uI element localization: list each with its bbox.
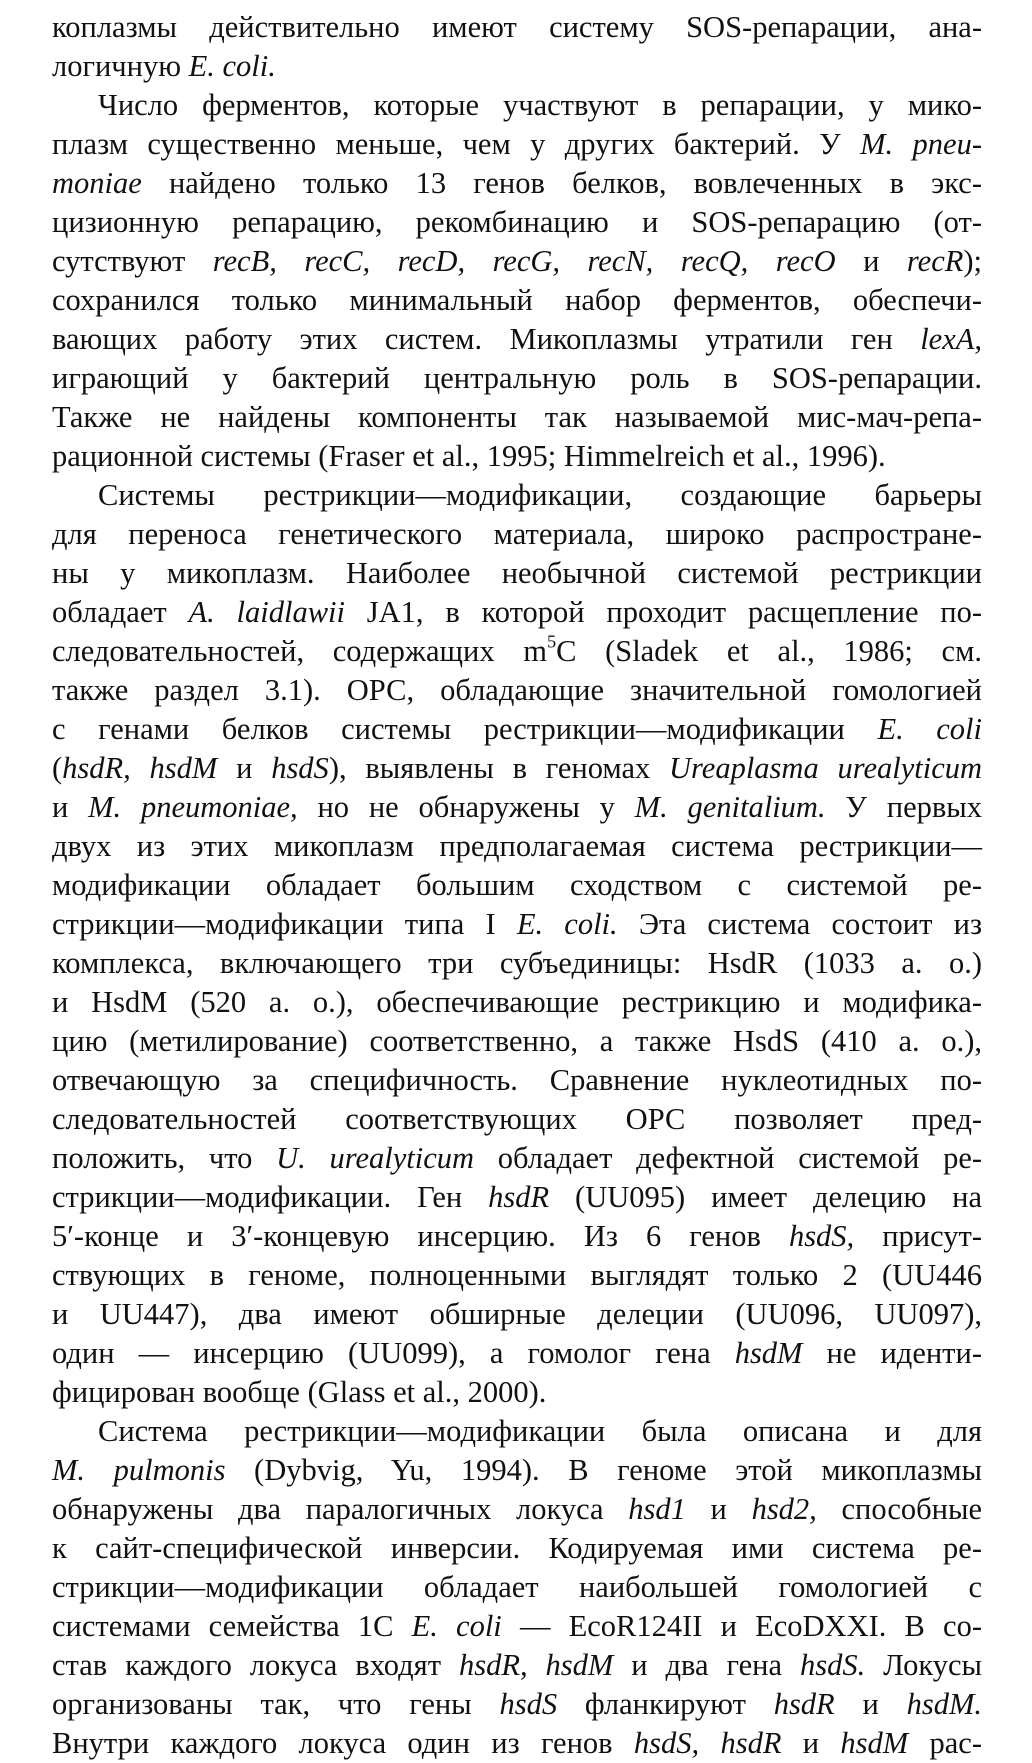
italic-text: hsdR, hsdM bbox=[62, 751, 218, 785]
text-run: Эта система состоит из bbox=[617, 907, 982, 941]
text-line bbox=[52, 554, 982, 593]
italic-text: M. pneumoniae, bbox=[88, 790, 298, 824]
text-run: рас- bbox=[908, 1726, 982, 1760]
text-line bbox=[52, 476, 982, 515]
text-line bbox=[52, 1451, 982, 1490]
text-run: следовательностей, содержащих m bbox=[52, 634, 547, 668]
text-run: также раздел 3.1). ОРС, обладающие значительной гомологией bbox=[52, 673, 982, 707]
text-run: (Dybvig, Yu, 1994). В геноме этой микоплазмы bbox=[225, 1453, 982, 1487]
text-line bbox=[52, 1646, 982, 1685]
italic-text: hsdS bbox=[271, 751, 329, 785]
text-line bbox=[52, 1217, 982, 1256]
text-run: вающих работу этих систем. Микоплазмы утратили ген bbox=[52, 322, 921, 356]
paragraph-sos-continuation bbox=[52, 8, 982, 86]
book-page bbox=[52, 8, 982, 1763]
text-run: став каждого локуса входят bbox=[52, 1648, 459, 1682]
italic-text: M. pulmonis bbox=[52, 1453, 226, 1487]
text-run: один — инсерцию (UU099), а гомолог гена bbox=[52, 1336, 735, 1370]
text-line bbox=[52, 1256, 982, 1295]
text-line bbox=[52, 593, 982, 632]
italic-text: U. urealyticum bbox=[276, 1141, 475, 1175]
italic-text: E. coli. bbox=[188, 49, 276, 83]
text-line bbox=[52, 983, 982, 1022]
text-line bbox=[52, 1295, 982, 1334]
paragraph-restriction-modification bbox=[52, 476, 982, 1412]
text-run: и bbox=[217, 751, 272, 785]
italic-text: hsdS. bbox=[799, 1648, 866, 1682]
text-line bbox=[52, 866, 982, 905]
text-line bbox=[52, 203, 982, 242]
paragraph-m-pulmonis bbox=[52, 1412, 982, 1763]
text-run: ); bbox=[963, 244, 983, 278]
italic-text: hsdM bbox=[734, 1336, 803, 1370]
text-line bbox=[52, 671, 982, 710]
text-run: для переноса генетического материала, широко распростране- bbox=[52, 517, 982, 551]
text-line bbox=[52, 1022, 982, 1061]
text-run: и HsdM (520 а. о.), обеспечивающие рестрикцию и модифика- bbox=[52, 985, 982, 1019]
italic-text: A. laidlawii bbox=[188, 595, 345, 629]
text-run: фланкируют bbox=[557, 1687, 774, 1721]
text-run: Также не найдены компоненты так называемой мис-мач-репа- bbox=[52, 400, 982, 434]
italic-text: E. coli. bbox=[516, 907, 618, 941]
text-line bbox=[52, 320, 982, 359]
text-line bbox=[52, 1373, 982, 1412]
text-run: двух из этих микоплазм предполагаемая система рестрикции— bbox=[52, 829, 982, 863]
text-run: но не обнаружены у bbox=[297, 790, 635, 824]
text-line bbox=[52, 1412, 982, 1451]
italic-text: recB, recC, recD, recG, recN, recQ, recO bbox=[212, 244, 836, 278]
text-run: C (Sladek et al., 1986; см. bbox=[556, 634, 982, 668]
text-run: сохранился только минимальный набор ферментов, обеспечи- bbox=[52, 283, 982, 317]
text-line bbox=[52, 164, 982, 203]
italic-text: hsdS, hsdR bbox=[633, 1726, 782, 1760]
text-run: фицирован вообще (Glass et al., 2000). bbox=[52, 1375, 547, 1409]
text-run: плазм существенно меньше, чем у других бактерий. У bbox=[52, 127, 861, 161]
italic-text: hsd1 bbox=[628, 1492, 686, 1526]
text-line bbox=[52, 1178, 982, 1217]
text-run: следовательностей соответствующих ОРС позволяет пред- bbox=[52, 1102, 982, 1136]
text-run: — EcoR124II и EcoDXXI. В со- bbox=[501, 1609, 983, 1643]
text-run: найдено только 13 генов белков, вовлеченных в экс- bbox=[141, 166, 982, 200]
text-line bbox=[52, 827, 982, 866]
text-run: ствующих в геноме, полноценными выглядят только 2 (UU446 bbox=[52, 1258, 982, 1292]
italic-text: M. pneu- bbox=[860, 127, 982, 161]
text-run: к сайт-специфической инверсии. Кодируемая ими система ре- bbox=[52, 1531, 982, 1565]
text-run: Системы рестрикции—модификации, создающие барьеры bbox=[98, 478, 982, 512]
text-line bbox=[52, 437, 982, 476]
text-run: и bbox=[52, 790, 89, 824]
text-run: играющий у бактерий центральную роль в SOS-репарации. bbox=[52, 361, 982, 395]
text-run: Внутри каждого локуса один из генов bbox=[52, 1726, 634, 1760]
italic-text: E. coli bbox=[877, 712, 982, 746]
text-run: с генами белков системы рестрикции—модификации bbox=[52, 712, 878, 746]
text-line bbox=[52, 905, 982, 944]
text-line bbox=[52, 47, 982, 86]
text-run: и bbox=[685, 1492, 752, 1526]
text-run: ), выявлены в геномах bbox=[328, 751, 670, 785]
text-run: положить, что bbox=[52, 1141, 277, 1175]
text-run: стрикции—модификации. Ген bbox=[52, 1180, 489, 1214]
text-line bbox=[52, 1490, 982, 1529]
italic-text: Ureaplasma urealyticum bbox=[669, 751, 983, 785]
text-run: способные bbox=[816, 1492, 983, 1526]
italic-text: M. genitalium. bbox=[634, 790, 826, 824]
text-run: организованы так, что гены bbox=[52, 1687, 500, 1721]
superscript: 5 bbox=[546, 631, 557, 652]
italic-text: lexA, bbox=[920, 322, 982, 356]
text-line bbox=[52, 1685, 982, 1724]
italic-text: E. coli bbox=[411, 1609, 502, 1643]
italic-text: hsdS, bbox=[788, 1219, 855, 1253]
text-line bbox=[52, 1334, 982, 1373]
italic-text: hsdR, hsdM bbox=[458, 1648, 614, 1682]
paragraph-repair-enzymes bbox=[52, 86, 982, 476]
text-run: 5′-конце и 3′-концевую инсерцию. Из 6 генов bbox=[52, 1219, 789, 1253]
text-run: системами семейства 1C bbox=[52, 1609, 412, 1643]
text-line bbox=[52, 1139, 982, 1178]
text-run: стрикции—модификации типа I bbox=[52, 907, 517, 941]
text-run: ны у микоплазм. Наиболее необычной системой рестрикции bbox=[52, 556, 982, 590]
text-run: рационной системы (Fraser et al., 1995; Himmelreich et al., 1996). bbox=[52, 439, 886, 473]
text-line bbox=[52, 1529, 982, 1568]
text-line bbox=[52, 1607, 982, 1646]
text-line bbox=[52, 944, 982, 983]
text-run: стрикции—модификации обладает наибольшей гомологией с bbox=[52, 1570, 982, 1604]
text-run: присут- bbox=[854, 1219, 982, 1253]
text-run: комплекса, включающего три субъединицы: HsdR (1033 а. о.) bbox=[52, 946, 982, 980]
italic-text: moniae bbox=[52, 166, 142, 200]
italic-text: recR bbox=[906, 244, 964, 278]
text-run: обнаружены два паралогичных локуса bbox=[52, 1492, 629, 1526]
text-run: JA1, в которой проходит расщепление по- bbox=[344, 595, 982, 629]
text-line bbox=[52, 1724, 982, 1763]
text-line bbox=[52, 86, 982, 125]
italic-text: hsd2, bbox=[751, 1492, 817, 1526]
italic-text: hsdM. bbox=[906, 1687, 982, 1721]
text-line bbox=[52, 125, 982, 164]
text-run: отвечающую за специфичность. Сравнение нуклеотидных по- bbox=[52, 1063, 982, 1097]
text-line bbox=[52, 242, 982, 281]
text-run: сутствуют bbox=[52, 244, 213, 278]
text-line bbox=[52, 359, 982, 398]
italic-text: hsdM bbox=[840, 1726, 909, 1760]
text-run: ( bbox=[52, 751, 63, 785]
text-run: и bbox=[834, 1687, 907, 1721]
text-line bbox=[52, 632, 982, 671]
text-run: логичную bbox=[52, 49, 189, 83]
text-run: обладает bbox=[52, 595, 189, 629]
text-line bbox=[52, 1061, 982, 1100]
text-line bbox=[52, 710, 982, 749]
text-line bbox=[52, 8, 982, 47]
italic-text: hsdS bbox=[499, 1687, 558, 1721]
text-line bbox=[52, 515, 982, 554]
text-run: обладает дефектной системой ре- bbox=[474, 1141, 983, 1175]
text-run: Локусы bbox=[865, 1648, 983, 1682]
text-line bbox=[52, 788, 982, 827]
italic-text: hsdR bbox=[773, 1687, 835, 1721]
italic-text: hsdR bbox=[488, 1180, 550, 1214]
text-run: и UU447), два имеют обширные делеции (UU096, UU097), bbox=[52, 1297, 982, 1331]
text-run: (UU095) имеет делецию на bbox=[549, 1180, 982, 1214]
text-line bbox=[52, 1568, 982, 1607]
text-run: Система рестрикции—модификации была описана и для bbox=[98, 1414, 982, 1448]
text-run: цию (метилирование) соответственно, а также HsdS (410 а. о.), bbox=[52, 1024, 982, 1058]
text-run: Число ферментов, которые участвуют в репарации, у мико- bbox=[98, 88, 982, 122]
text-run: цизионную репарацию, рекомбинацию и SOS-репарацию (от- bbox=[52, 205, 982, 239]
text-line bbox=[52, 281, 982, 320]
text-run: и bbox=[835, 244, 907, 278]
text-run: и два гена bbox=[613, 1648, 800, 1682]
text-run: коплазмы действительно имеют систему SOS-репарации, ана- bbox=[52, 10, 982, 44]
text-run: не иденти- bbox=[802, 1336, 982, 1370]
text-line bbox=[52, 398, 982, 437]
text-run: У первых bbox=[825, 790, 983, 824]
text-line bbox=[52, 1100, 982, 1139]
text-line bbox=[52, 749, 982, 788]
text-run: и bbox=[781, 1726, 841, 1760]
text-run: модификации обладает большим сходством с системой ре- bbox=[52, 868, 982, 902]
